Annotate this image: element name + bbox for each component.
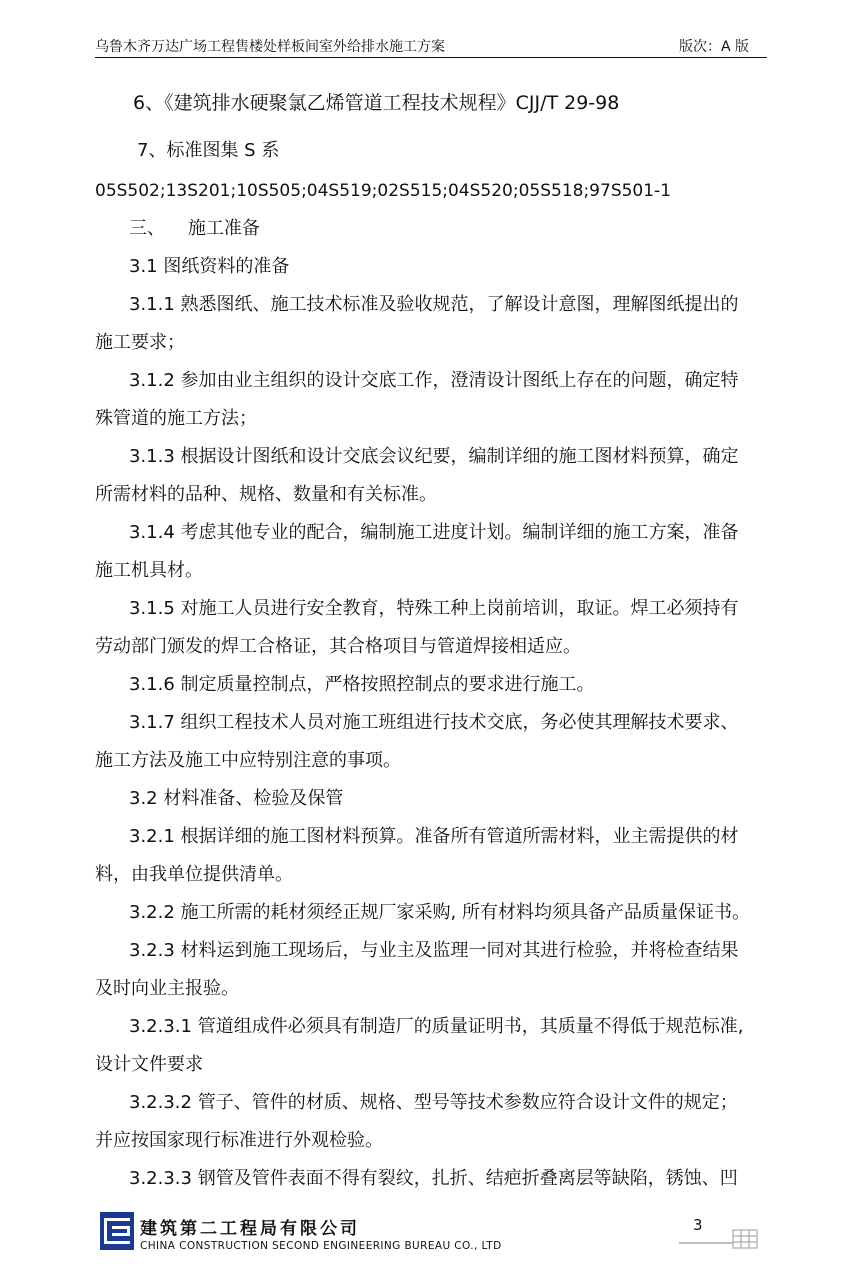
- subsection-heading: 3.2 材料准备、检验及保管: [129, 788, 344, 809]
- text-line: 05S502;13S201;10S505;04S519;02S515;04S520;05S518;97S501-1: [95, 181, 672, 201]
- subsection-heading: 3.1 图纸资料的准备: [129, 256, 290, 277]
- text-line: 及时向业主报验。: [95, 978, 239, 999]
- header-rule: [95, 57, 767, 58]
- page-stamp-icon: [675, 1224, 763, 1254]
- text-line: 并应按国家现行标准进行外观检验。: [95, 1130, 383, 1151]
- text-line: 3.2.3 材料运到施工现场后，与业主及监理一同对其进行检验，并将检查结果: [129, 940, 739, 961]
- text-line: 施工要求；: [95, 332, 185, 353]
- company-name-en: CHINA CONSTRUCTION SECOND ENGINEERING BUREAU CO., LTD: [140, 1240, 502, 1252]
- text-line: 3.1.2 参加由业主组织的设计交底工作，澄清设计图纸上存在的问题，确定特: [129, 370, 739, 391]
- text-line: 3.2.1 根据详细的施工图材料预算。准备所有管道所需材料，业主需提供的材: [129, 826, 739, 847]
- text-line: 3.1.5 对施工人员进行安全教育，特殊工种上岗前培训，取证。焊工必须持有: [129, 598, 739, 619]
- section-heading: 三、 施工准备: [129, 218, 260, 239]
- version-label: 版次：A 版: [678, 39, 749, 55]
- page-number: 3: [693, 1216, 703, 1234]
- text-line: 施工机具材。: [95, 560, 203, 581]
- text-line: 3.1.1 熟悉图纸、施工技术标准及验收规范，了解设计意图，理解图纸提出的: [129, 294, 739, 315]
- text-line: 3.2.3.3 钢管及管件表面不得有裂纹，扎折、结疤折叠离层等缺陷，锈蚀、凹: [129, 1168, 738, 1189]
- text-line: 7、标准图集 S 系: [137, 140, 280, 161]
- text-line: 施工方法及施工中应特别注意的事项。: [95, 750, 401, 771]
- text-line: 殊管道的施工方法；: [95, 408, 257, 429]
- company-name-cn: 建筑第二工程局有限公司: [140, 1219, 360, 1239]
- text-line: 3.1.7 组织工程技术人员对施工班组进行技术交底，务必使其理解技术要求、: [129, 712, 739, 733]
- company-logo-icon: [100, 1212, 134, 1250]
- text-line: 3.1.6 制定质量控制点，严格按照控制点的要求进行施工。: [129, 674, 595, 695]
- text-line: 6、《建筑排水硬聚氯乙烯管道工程技术规程》CJJ/T 29-98: [133, 92, 620, 114]
- text-line: 3.2.3.2 管子、管件的材质、规格、型号等技术参数应符合设计文件的规定；: [129, 1092, 738, 1113]
- text-line: 3.2.3.1 管道组成件必须具有制造厂的质量证明书，其质量不得低于规范标准,: [129, 1016, 744, 1037]
- text-line: 所需材料的品种、规格、数量和有关标准。: [95, 484, 437, 505]
- document-title: 乌鲁木齐万达广场工程售楼处样板间室外给排水施工方案: [95, 39, 445, 55]
- text-line: 3.1.3 根据设计图纸和设计交底会议纪要，编制详细的施工图材料预算，确定: [129, 446, 739, 467]
- text-line: 3.2.2 施工所需的耗材须经正规厂家采购, 所有材料均须具备产品质量保证书。: [129, 902, 750, 923]
- text-line: 设计文件要求: [95, 1054, 203, 1075]
- text-line: 3.1.4 考虑其他专业的配合，编制施工进度计划。编制详细的施工方案，准备: [129, 522, 739, 543]
- text-line: 料，由我单位提供清单。: [95, 864, 293, 885]
- page-header: [95, 30, 767, 58]
- text-line: 劳动部门颁发的焊工合格证，其合格项目与管道焊接相适应。: [95, 636, 581, 657]
